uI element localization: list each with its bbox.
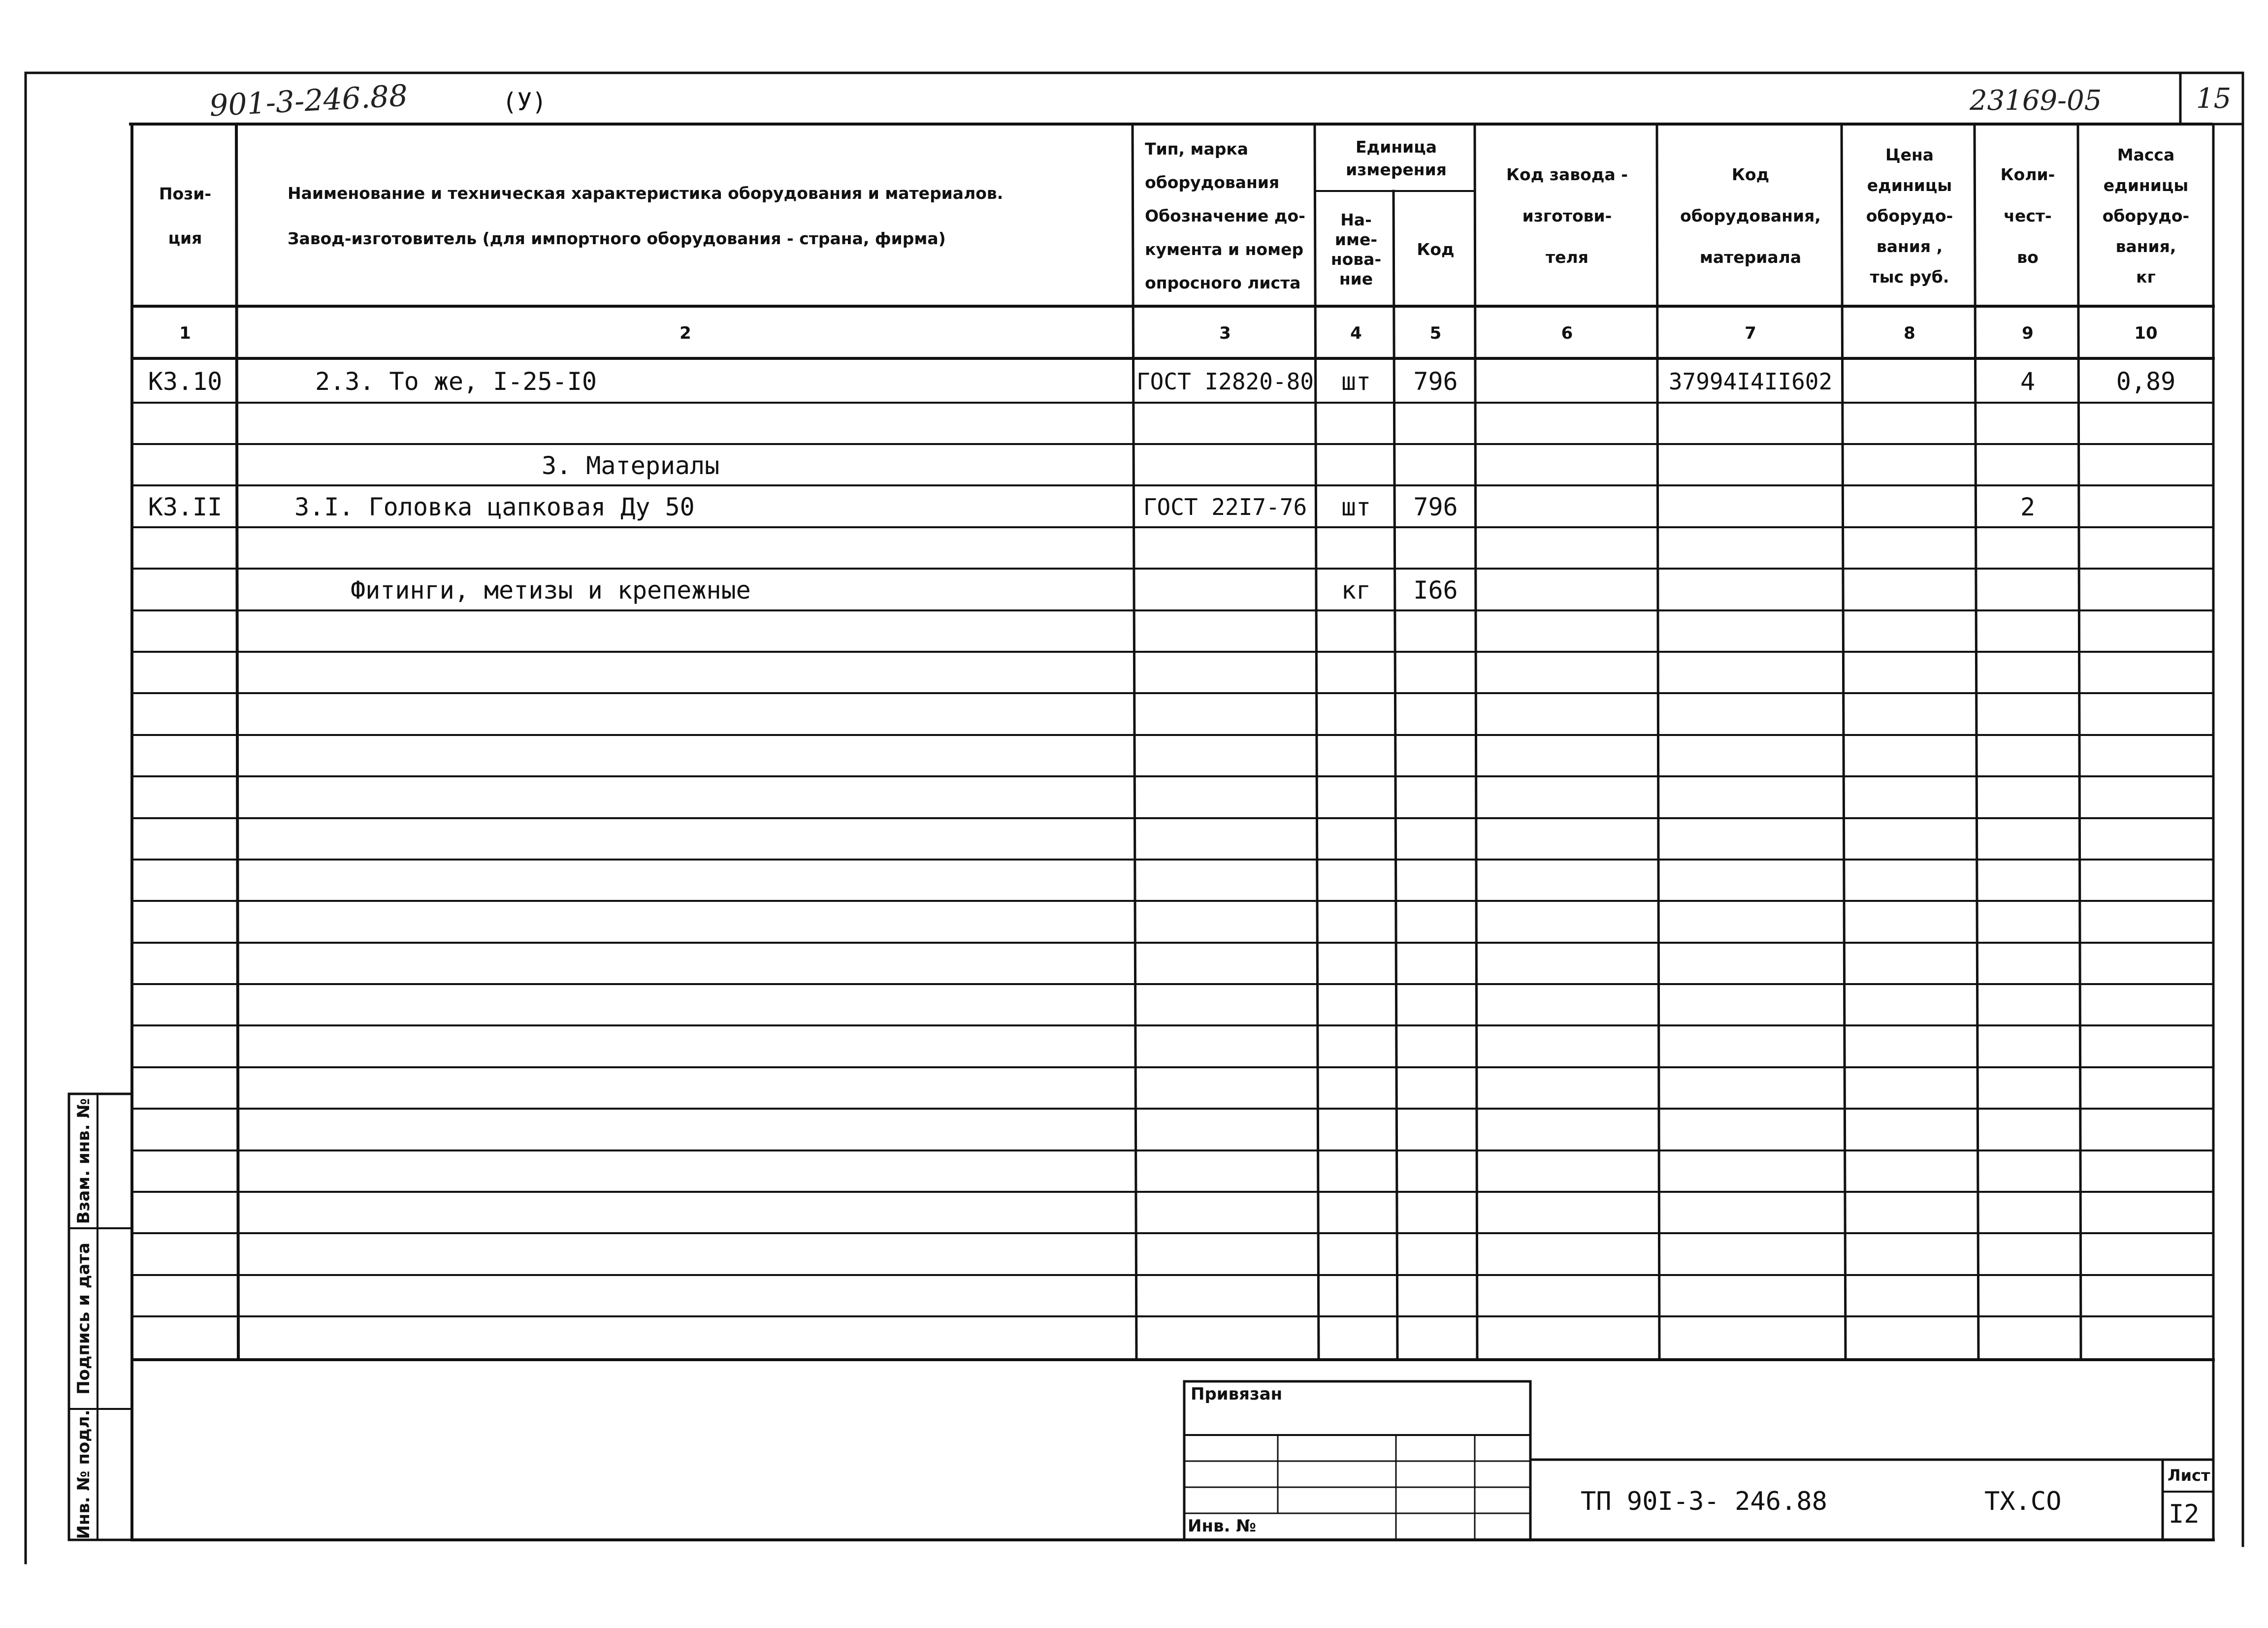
header-position: Пози- ция: [159, 184, 212, 248]
table-row-position: К3.II: [148, 493, 223, 521]
column-number: 8: [1904, 323, 1915, 343]
column-number: 2: [680, 323, 691, 343]
table-row-code: I66: [1413, 576, 1458, 605]
document-mark: (У): [502, 88, 547, 116]
table-row-type: ГОСТ 22I7-76: [1143, 494, 1307, 520]
document-number: 901-3-246.88: [208, 78, 409, 124]
side-label-replace-inv: Взам. инв. №: [74, 1098, 94, 1224]
sheet-label: Лист: [2168, 1466, 2210, 1485]
header-unit-code: Код: [1417, 240, 1455, 259]
table-row-equipment-code: 37994I4II602: [1668, 368, 1833, 395]
inventory-number-label: Инв. №: [1188, 1516, 1257, 1536]
header-quantity: Коли- чест- во: [2000, 165, 2055, 267]
linked-label: Привязан: [1191, 1384, 1283, 1404]
table-row-unit: шт: [1341, 367, 1371, 396]
header-unit-name: На- име- нова- ние: [1330, 210, 1382, 288]
column-number: 7: [1745, 323, 1756, 343]
header-type: Тип, марка оборудования Обозначение до- кумента и номер опросного листа: [1145, 139, 1305, 292]
table-row-quantity: 4: [2020, 367, 2036, 396]
column-number: 9: [2022, 323, 2034, 343]
table-row-mass: 0,89: [2116, 367, 2176, 396]
side-label-inv-original: Инв. № подл.: [74, 1409, 94, 1539]
header-equipment-code: Код оборудования, материала: [1680, 165, 1821, 267]
side-label-signature-date: Подпись и дата: [74, 1243, 94, 1395]
table-row-unit: кг: [1341, 576, 1371, 605]
table-row-unit: шт: [1341, 493, 1371, 521]
table-row-position: К3.10: [148, 367, 223, 396]
drawing-mark: ТХ.СО: [1984, 1487, 2062, 1516]
column-number: 3: [1219, 323, 1231, 343]
table-row-code: 796: [1413, 493, 1458, 521]
table-row-name: Фитинги, метизы и крепежные: [351, 576, 751, 605]
sheet-number: I2: [2169, 1500, 2200, 1529]
section-heading: 3. Материалы: [542, 451, 720, 480]
column-number: 1: [179, 323, 191, 343]
header-factory-code: Код завода - изготови- теля: [1506, 165, 1628, 267]
page-number: 15: [2196, 83, 2232, 115]
header-unit-group: Единица измерения: [1346, 137, 1447, 179]
table-row-name: 2.3. То же, I-25-I0: [315, 367, 597, 396]
header-price: Цена единицы оборудо- вания , тыс руб.: [1866, 145, 1953, 287]
header-mass: Масса единицы оборудо- вания, кг: [2102, 145, 2190, 287]
column-number: 4: [1350, 323, 1362, 343]
table-row-quantity: 2: [2020, 493, 2036, 521]
column-number: 5: [1429, 323, 1442, 343]
table-row-name: 3.I. Головка цапковая Ду 50: [294, 493, 695, 521]
project-code: ТП 90I-3- 246.88: [1581, 1487, 1827, 1516]
header-name: Наименование и техническая характеристика оборудования и материалов. Завод-изготовитель (для импортного оборудования - страна, фирма): [288, 184, 1004, 248]
table-row-code: 796: [1413, 367, 1458, 396]
table-row-type: ГОСТ I2820-80: [1136, 368, 1314, 395]
column-number: 6: [1561, 323, 1573, 343]
archive-number: 23169-05: [1970, 85, 2102, 117]
column-number: 10: [2134, 323, 2158, 343]
